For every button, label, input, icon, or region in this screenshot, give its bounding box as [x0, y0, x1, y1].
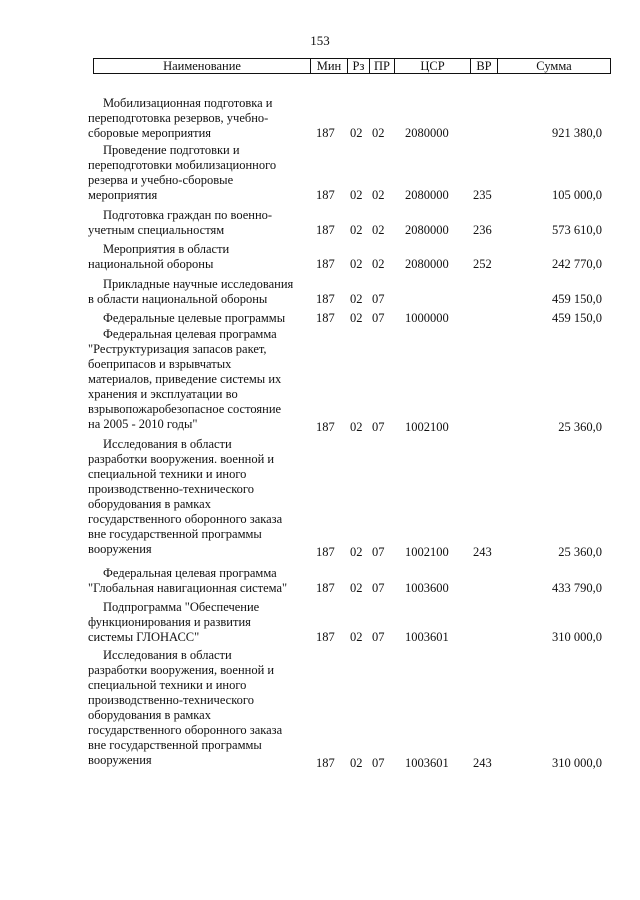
row-name: Мероприятия в области национальной обороны — [88, 242, 230, 271]
row-vr: 243 — [473, 545, 492, 559]
table-row — [0, 648, 640, 771]
row-min: 187 — [316, 630, 335, 644]
row-sum: 459 150,0 — [552, 292, 602, 306]
row-min: 187 — [316, 126, 335, 140]
table-row — [0, 311, 640, 326]
row-sum: 459 150,0 — [552, 311, 602, 325]
row-rz: 02 — [350, 545, 363, 559]
row-rz: 02 — [350, 581, 363, 595]
row-rz: 02 — [350, 630, 363, 644]
header-min: Мин — [311, 59, 348, 73]
row-csr: 2080000 — [405, 223, 449, 237]
row-sum: 310 000,0 — [552, 756, 602, 770]
row-pr: 02 — [372, 188, 385, 202]
row-min: 187 — [316, 420, 335, 434]
header-pr: ПР — [370, 59, 395, 73]
table-header — [93, 58, 611, 74]
row-rz: 02 — [350, 756, 363, 770]
row-min: 187 — [316, 188, 335, 202]
row-pr: 07 — [372, 581, 385, 595]
row-pr: 02 — [372, 223, 385, 237]
row-name: Прикладные научные исследования в области национальной обороны — [88, 277, 294, 306]
row-sum: 25 360,0 — [558, 420, 602, 434]
row-rz: 02 — [350, 257, 363, 271]
row-csr: 1003601 — [405, 756, 449, 770]
row-vr: 236 — [473, 223, 492, 237]
row-vr: 243 — [473, 756, 492, 770]
row-csr: 1002100 — [405, 545, 449, 559]
table-row — [0, 600, 640, 645]
row-name: Подпрограмма "Обеспечение функционирования и развития системы ГЛОНАСС" — [88, 600, 260, 644]
row-name: Федеральные целевые программы — [103, 311, 286, 325]
row-rz: 02 — [350, 292, 363, 306]
row-min: 187 — [316, 756, 335, 770]
row-pr: 07 — [372, 630, 385, 644]
row-csr: 1003601 — [405, 630, 449, 644]
row-csr: 1000000 — [405, 311, 449, 325]
table-row — [0, 208, 640, 238]
row-sum: 921 380,0 — [552, 126, 602, 140]
row-min: 187 — [316, 257, 335, 271]
row-pr: 07 — [372, 420, 385, 434]
table-row — [0, 242, 640, 272]
row-pr: 02 — [372, 257, 385, 271]
row-name: Мобилизационная подготовка и переподготовка резервов, учебно- сборовые мероприятия — [88, 96, 273, 140]
header-name: Наименование — [94, 59, 311, 73]
table-row — [0, 143, 640, 203]
header-csr: ЦСР — [395, 59, 471, 73]
table-row — [0, 327, 640, 435]
table-row — [0, 96, 640, 141]
row-rz: 02 — [350, 188, 363, 202]
row-sum: 573 610,0 — [552, 223, 602, 237]
row-pr: 07 — [372, 311, 385, 325]
row-pr: 07 — [372, 756, 385, 770]
row-rz: 02 — [350, 311, 363, 325]
header-sum: Сумма — [536, 59, 572, 73]
row-sum: 105 000,0 — [552, 188, 602, 202]
row-min: 187 — [316, 311, 335, 325]
row-sum: 310 000,0 — [552, 630, 602, 644]
row-csr: 2080000 — [405, 126, 449, 140]
row-csr: 2080000 — [405, 188, 449, 202]
table-row — [0, 277, 640, 307]
header-rz: Рз — [348, 59, 370, 73]
row-csr: 1003600 — [405, 581, 449, 595]
row-name: Исследования в области разработки вооружения. военной и специальной техники и иного производственно-технического оборудования в рамках государственного оборонного заказа вне государственной программы вооружения — [88, 437, 283, 556]
row-name: Федеральная целевая программа "Глобальная навигационная система" — [88, 566, 288, 595]
row-csr: 1002100 — [405, 420, 449, 434]
header-vr: ВР — [471, 59, 498, 73]
row-vr: 235 — [473, 188, 492, 202]
row-min: 187 — [316, 292, 335, 306]
page-number: 153 — [310, 33, 330, 48]
row-name: Подготовка граждан по военно- учетным специальностям — [88, 208, 273, 237]
row-min: 187 — [316, 545, 335, 559]
row-name: Федеральная целевая программа "Реструктуризация запасов ракет, боеприпасов и взрывчатых материалов, приведение системы их хранения и эксплуатации во взрывопожаробезопасное состояние на 2005 - 2010 годы" — [88, 327, 282, 431]
row-rz: 02 — [350, 126, 363, 140]
row-sum: 433 790,0 — [552, 581, 602, 595]
row-rz: 02 — [350, 420, 363, 434]
row-vr: 252 — [473, 257, 492, 271]
row-pr: 07 — [372, 292, 385, 306]
row-rz: 02 — [350, 223, 363, 237]
row-sum: 242 770,0 — [552, 257, 602, 271]
row-sum: 25 360,0 — [558, 545, 602, 559]
row-pr: 02 — [372, 126, 385, 140]
row-csr: 2080000 — [405, 257, 449, 271]
row-name: Исследования в области разработки вооружения, военной и специальной техники и иного производственно-технического оборудования в рамках государственного оборонного заказа вне государственной программы вооружения — [88, 648, 283, 767]
row-min: 187 — [316, 223, 335, 237]
row-pr: 07 — [372, 545, 385, 559]
row-name: Проведение подготовки и переподготовки мобилизационного резерва и учебно-сборовые мероприятия — [88, 143, 277, 202]
row-min: 187 — [316, 581, 335, 595]
table-row — [0, 437, 640, 560]
table-row — [0, 566, 640, 596]
